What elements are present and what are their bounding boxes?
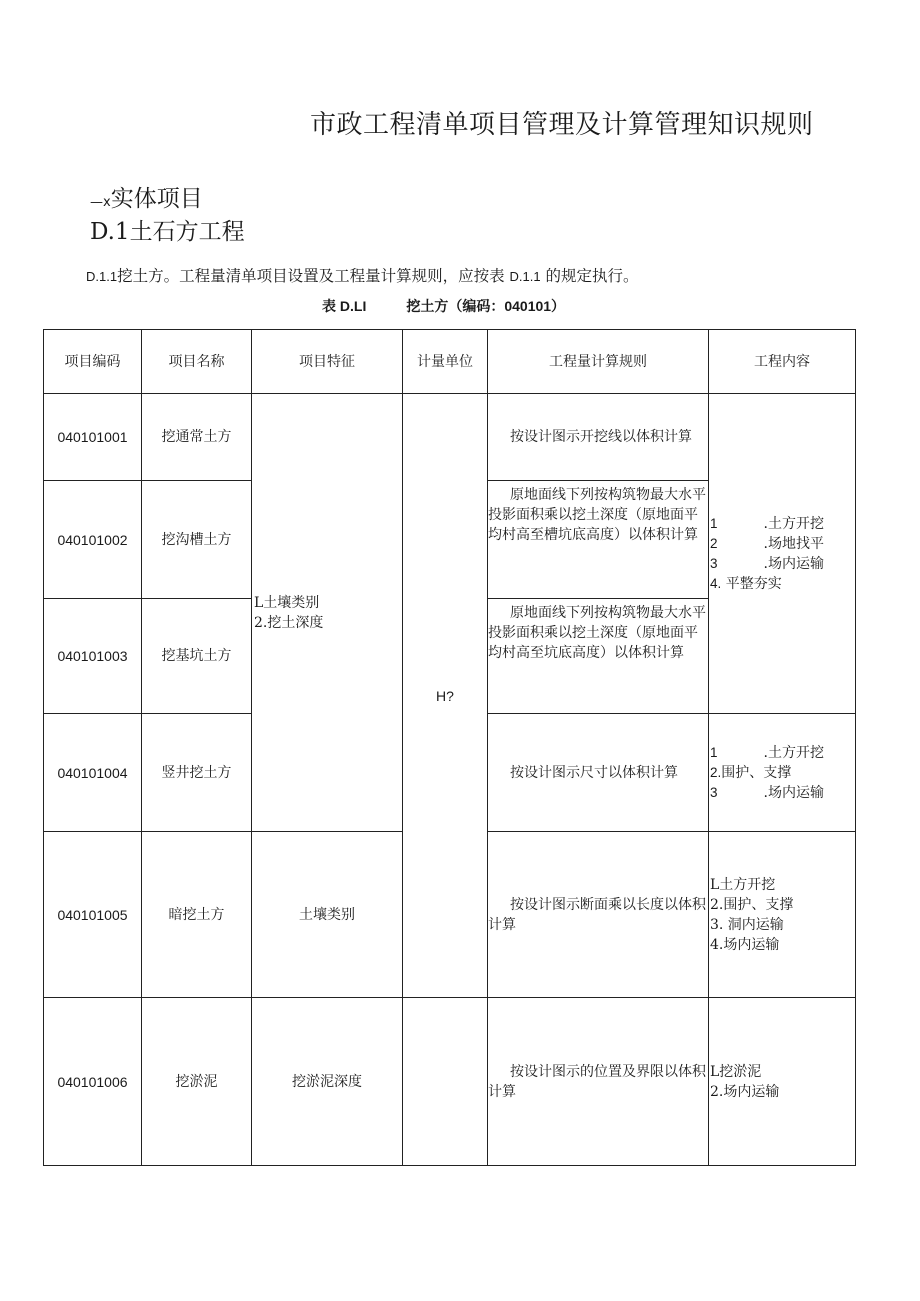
work-line: 3 .场内运输: [710, 784, 824, 801]
work-line: 1 .土方开挖: [710, 744, 824, 761]
feature-line: 2.挖土深度: [254, 614, 324, 631]
item-name: 挖基坑土方: [142, 599, 252, 714]
header-cell: 项目名称: [142, 330, 252, 394]
feature-line: L土壤类别: [254, 594, 320, 611]
calc-rule: 原地面线下列按构筑物最大水平投影面积乘以挖土深度（原地面平均村高至坑底高度）以体积计算: [488, 599, 709, 714]
item-features-cell: 挖淤泥深度: [252, 998, 403, 1166]
table-row: [44, 394, 856, 481]
calc-rule: 按设计图示尺寸以体积计算: [488, 714, 709, 832]
item-code: 040101003: [44, 599, 142, 714]
header-cell: 工程量计算规则: [488, 330, 709, 394]
item-features-cell: [252, 394, 403, 832]
heading-prefix: —x: [90, 195, 111, 210]
item-name: 竖井挖土方: [142, 714, 252, 832]
work-content-cell: [709, 714, 856, 832]
table-header-row: [44, 330, 856, 394]
table-label: 表 D.LI: [322, 298, 367, 314]
intro-ref: D.1.1: [509, 269, 541, 284]
section-heading-entity-items: [90, 180, 203, 213]
calc-rule: 按设计图示的位置及界限以体积计算: [488, 998, 709, 1166]
unit-cell-empty: [403, 998, 488, 1166]
intro-code: D.1.1: [86, 269, 118, 284]
header-cell: 工程内容: [709, 330, 856, 394]
item-code: 040101004: [44, 714, 142, 832]
calc-rule: 按设计图示断面乘以长度以体积计算: [488, 832, 709, 998]
table-row: [44, 998, 856, 1166]
header-cell: 项目编码: [44, 330, 142, 394]
work-line: 1 .土方开挖: [710, 515, 824, 532]
item-name: 暗挖土方: [142, 832, 252, 998]
work-line: L挖淤泥: [710, 1063, 762, 1080]
item-code: 040101001: [44, 394, 142, 481]
earthwork-bill-table: [43, 329, 856, 1166]
section-heading-earthwork: D.1土石方工程: [90, 219, 245, 245]
item-features-cell: 土壤类别: [252, 832, 403, 998]
work-line: 2.围护、支撑: [710, 896, 794, 913]
header-cell: 计量单位: [403, 330, 488, 394]
work-line: 4.场内运输: [710, 936, 780, 953]
work-content-cell: [709, 998, 856, 1166]
work-line: L土方开挖: [710, 876, 776, 893]
work-content-cell: [709, 832, 856, 998]
work-line: 2.场内运输: [710, 1083, 780, 1100]
calc-rule: 按设计图示开挖线以体积计算: [488, 394, 709, 481]
item-name: 挖通常土方: [142, 394, 252, 481]
unit-cell: H?: [403, 394, 488, 998]
intro-text: 挖土方。工程量清单项目设置及工程量计算规则，应按表: [117, 267, 505, 285]
work-line: 3 .场内运输: [710, 555, 824, 572]
work-line: 3. 洞内运输: [710, 916, 784, 933]
item-code: 040101006: [44, 998, 142, 1166]
table-caption-text: 挖土方（编码：040101）: [406, 298, 566, 314]
table-caption: [322, 296, 565, 316]
item-name: 挖沟槽土方: [142, 481, 252, 599]
rule-intro-paragraph: [86, 264, 639, 286]
heading-text: 实体项目: [110, 186, 203, 212]
intro-tail: 的规定执行。: [545, 267, 639, 285]
document-title: 市政工程清单项目管理及计算管理知识规则: [310, 110, 814, 140]
work-line: 2 .场地找平: [710, 535, 824, 552]
work-content-cell: [709, 394, 856, 714]
calc-rule: 原地面线下列按构筑物最大水平投影面积乘以挖土深度（原地面平均村高至槽坑底高度）以体积计算: [488, 481, 709, 599]
work-line: 2.围护、支撑: [710, 764, 792, 781]
item-name: 挖淤泥: [142, 998, 252, 1166]
item-code: 040101002: [44, 481, 142, 599]
work-line: 4. 平整夯实: [710, 575, 782, 592]
header-cell: 项目特征: [252, 330, 403, 394]
item-code: 040101005: [44, 832, 142, 998]
